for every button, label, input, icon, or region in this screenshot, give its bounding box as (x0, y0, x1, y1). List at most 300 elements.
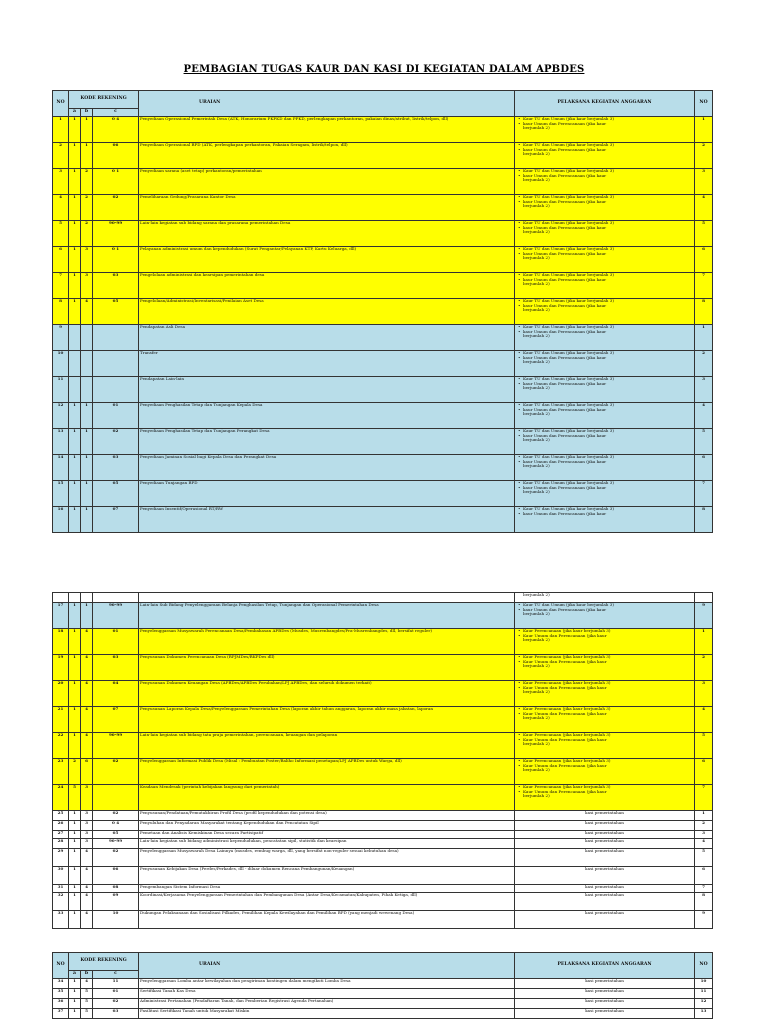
code-a: 5 (69, 785, 81, 811)
code-a: 1 (69, 681, 81, 707)
code-b: 1 (81, 403, 93, 429)
row-number-right: 2 (695, 143, 713, 169)
code-c: 03 (93, 655, 139, 681)
code-b: 5 (81, 989, 93, 999)
continued-text: berjumlah 2) (523, 592, 550, 597)
pelaksana-line: • Kaur TU dan Umum (jika kaur berjumlah 3) (517, 299, 693, 304)
pelaksana-line: • Kaur TU dan Umum (jika kaur berjumlah 3) (517, 455, 693, 460)
row-number-right: 9 (695, 603, 713, 629)
uraian-cell: Koordinasi/Kerjasama Penyelenggaraan Pemerintahan dan Pembangunan Desa (Antar Desa/Kecamatan/Kabupaten, Pihak Ketiga, dll) (139, 893, 515, 911)
code-b: 1 (81, 455, 93, 481)
row-number: 2 (53, 143, 69, 169)
row-number-right: 3 (695, 681, 713, 707)
code-a: 1 (69, 821, 81, 831)
pelaksana-line: • Kaur TU dan Umum (jika kaur berjumlah 3) (517, 481, 693, 486)
uraian-cell: Penyediaan Insentif/Operasional RT/RW (139, 507, 515, 533)
code-a: 1 (69, 911, 81, 929)
row-number: 5 (53, 221, 69, 247)
code-b: 3 (81, 831, 93, 839)
pelaksana-cell (515, 403, 695, 429)
code-a: 1 (69, 867, 81, 885)
code-a: 1 (69, 169, 81, 195)
code-c: 0 4 (93, 821, 139, 831)
code-c: 0 1 (93, 247, 139, 273)
table-row (53, 403, 713, 429)
row-number: 37 (53, 1009, 69, 1019)
code-b: 3 (81, 273, 93, 299)
uraian-cell: Penyusunan Laporan Kepala Desa/Penyelenggaraan Pemerintahan Desa (laporan akhir tahun anggaran, laporan akhir masa jabatan, laporan (139, 707, 515, 733)
code-c: 09 (93, 893, 139, 911)
pelaksana-line: • Kaur Umum dan Perencanaan (jika kaur (517, 738, 693, 743)
pelaksana-cell (515, 169, 695, 195)
pelaksana-cell: kasi pemerintahan (515, 839, 695, 849)
code-b: 6 (81, 759, 93, 785)
table-row (53, 989, 713, 999)
uraian-cell: Penyediaan Jaminan Sosial bagi Kepala Desa dan Perangkat Desa (139, 455, 515, 481)
code-c (93, 785, 139, 811)
row-number-right: 1 (695, 325, 713, 351)
table-row (53, 999, 713, 1009)
table-row (53, 629, 713, 655)
row-number: 1 (53, 117, 69, 143)
code-a: 1 (69, 143, 81, 169)
code-c: 0 1 (93, 169, 139, 195)
uraian-cell: Pendapatan Lain-lain (139, 377, 515, 403)
pelaksana-cell (515, 481, 695, 507)
code-b: 2 (81, 195, 93, 221)
code-a (69, 351, 81, 377)
pelaksana-cell (515, 273, 695, 299)
pelaksana-line: • kaur Umum dan Perencanaan (jika kaur (517, 148, 693, 153)
table-row (53, 655, 713, 681)
uraian-cell: Penyusunan Dokumen Perencanaan Desa (RPJMDes/RKPDes dll) (139, 655, 515, 681)
uraian-cell: Penyelenggaraan Lomba antar kewilayahan dan pengiriman kontingen dalam mengikuti Lomba Desa (139, 979, 515, 989)
pelaksana-cell: kasi pemerintahan (515, 999, 695, 1009)
table-row (53, 221, 713, 247)
code-b (81, 351, 93, 377)
pelaksana-line: • kaur Umum dan Perencanaan (jika kaur (517, 226, 693, 231)
row-number-right: 2 (695, 821, 713, 831)
table-row (53, 707, 713, 733)
pelaksana-line: • kaur Umum dan Perencanaan (jika kaur (517, 486, 693, 491)
code-c: 90-99 (93, 839, 139, 849)
table-row (53, 911, 713, 929)
code-a: 1 (69, 849, 81, 867)
pelaksana-line: • Kaur TU dan Umum (jika kaur berjumlah 3) (517, 325, 693, 330)
code-c: 08 (93, 885, 139, 893)
pelaksana-line: • kaur Umum dan Perencanaan (jika kaur (517, 356, 693, 361)
row-number-right: 3 (695, 377, 713, 403)
code-a: 1 (69, 1009, 81, 1019)
pelaksana-cell: kasi pemerintahan (515, 867, 695, 885)
pelaksana-line: berjumlah 2) (523, 203, 550, 209)
code-b: 4 (81, 849, 93, 867)
code-b (81, 325, 93, 351)
code-a: 1 (69, 629, 81, 655)
code-a: 1 (69, 999, 81, 1009)
pelaksana-line: • kaur Umum dan Perencanaan (jika kaur (517, 278, 693, 283)
code-b: 3 (81, 785, 93, 811)
pelaksana-line: • Kaur Perencanaan (jika kaur berjumlah 3) (517, 759, 693, 764)
uraian-cell: Penyusunan Dokumen Keuangan Desa (APBDes/APBDes Perubahan/LPJ APBDes, dan seluruh dokumen terkait) (139, 681, 515, 707)
code-b: 3 (81, 811, 93, 821)
code-a: 1 (69, 221, 81, 247)
code-b: 3 (81, 247, 93, 273)
pelaksana-line: • kaur Umum dan Perencanaan (jika kaur (517, 122, 693, 127)
row-number-right: 2 (695, 351, 713, 377)
pelaksana-line: • kaur Umum dan Perencanaan (jika kaur (517, 512, 693, 517)
pelaksana-line: • Kaur TU dan Umum (jika kaur berjumlah 3) (517, 403, 693, 408)
row-number-right: 1 (695, 811, 713, 821)
row-number-right: 7 (695, 785, 713, 811)
row-number: 7 (53, 273, 69, 299)
pelaksana-cell (515, 377, 695, 403)
uraian-cell: Fasilitasi Sertifikasi Tanah untuk Masyarakat Miskin (139, 1009, 515, 1019)
row-number-right: 5 (695, 733, 713, 759)
code-c: 90-99 (93, 221, 139, 247)
pelaksana-cell (515, 143, 695, 169)
pelaksana-line: • Kaur Umum dan Perencanaan (jika kaur (517, 660, 693, 665)
code-b: 1 (81, 117, 93, 143)
code-a: 1 (69, 603, 81, 629)
row-number-right: 8 (695, 299, 713, 325)
row-number: 36 (53, 999, 69, 1009)
code-b: 5 (81, 999, 93, 1009)
col-header-uraian: URAIAN (139, 953, 515, 979)
code-b: 1 (81, 603, 93, 629)
row-number: 28 (53, 839, 69, 849)
pelaksana-cell (515, 733, 695, 759)
table-row (53, 247, 713, 273)
pelaksana-line: • Kaur TU dan Umum (jika kaur berjumlah 3) (517, 117, 693, 122)
code-a: 1 (69, 979, 81, 989)
row-number-right: 8 (695, 893, 713, 911)
code-b: 3 (81, 821, 93, 831)
code-b: 4 (81, 707, 93, 733)
pelaksana-line: • Kaur TU dan Umum (jika kaur berjumlah 3) (517, 429, 693, 434)
table-row (53, 481, 713, 507)
pelaksana-line: berjumlah 2) (523, 489, 550, 495)
code-c: 02 (93, 429, 139, 455)
row-number-right: 5 (695, 849, 713, 867)
table-row (53, 893, 713, 911)
pelaksana-line: berjumlah 2) (523, 255, 550, 261)
table-row (53, 377, 713, 403)
row-number: 33 (53, 911, 69, 929)
pelaksana-line: berjumlah 2) (523, 437, 550, 443)
pelaksana-cell (515, 117, 695, 143)
pelaksana-line: • Kaur TU dan Umum (jika kaur berjumlah 3) (517, 247, 693, 252)
code-c: 07 (93, 707, 139, 733)
col-header-c: c (93, 971, 139, 979)
uraian-cell: Dukungan Pelaksanaan dan Sosialisasi Pilkades, Pemilihan Kepala Kewilayahan dan Pemilihan BPD (yang menjadi wewenang Desa) (139, 911, 515, 929)
pelaksana-line: • Kaur TU dan Umum (jika kaur berjumlah 3) (517, 507, 693, 512)
code-a (69, 377, 81, 403)
code-c: 02 (93, 759, 139, 785)
row-number-right: 6 (695, 247, 713, 273)
pelaksana-line: • Kaur Umum dan Perencanaan (jika kaur (517, 712, 693, 717)
uraian-cell: Penyediaan Operasional Pemerintah Desa (ATK, Honorarium PKPKD dan PPKD, perlengkapan perkantoran, pakaian dinas/atribut, listrik/telpon, dll) (139, 117, 515, 143)
pelaksana-cell (515, 603, 695, 629)
row-number-right: 13 (695, 1009, 713, 1019)
uraian-cell: Lain-lain kegiatan sub bidang sarana dan prasarana pemerintahan Desa (139, 221, 515, 247)
uraian-cell: Penyediaan sarana (aset tetap) perkantoran/pemerintahan (139, 169, 515, 195)
row-number: 26 (53, 821, 69, 831)
col-header-a: a (69, 971, 81, 979)
pelaksana-line: berjumlah 2) (523, 663, 550, 669)
table-row (53, 885, 713, 893)
pelaksana-cell (515, 351, 695, 377)
table-row (53, 759, 713, 785)
task-table-1 (52, 90, 712, 533)
row-number: 13 (53, 429, 69, 455)
col-header-b: b (81, 109, 93, 117)
table-row (53, 117, 713, 143)
pelaksana-cell: kasi pemerintahan (515, 1009, 695, 1019)
row-number: 23 (53, 759, 69, 785)
uraian-cell: Lain-lain kegiatan sub bidang tata praja pemerintahan, perencanaan, keuangan dan pelaporan (139, 733, 515, 759)
row-number-right: 5 (695, 429, 713, 455)
row-number: 18 (53, 629, 69, 655)
pelaksana-line: berjumlah 2) (523, 177, 550, 183)
table-row (53, 143, 713, 169)
pelaksana-line: • kaur Umum dan Perencanaan (jika kaur (517, 252, 693, 257)
uraian-cell: Lain-lain Sub Bidang Penyelenggaraan Belanja Penghasilan Tetap, Tunjangan dan Operasional Pemerintahan Desa (139, 603, 515, 629)
table-row (53, 811, 713, 821)
col-header-pelaksana: PELAKSANA KEGIATAN ANGGARAN (515, 91, 695, 117)
col-header-kode: KODE REKENING (69, 953, 139, 971)
table-row (53, 821, 713, 831)
page-title: PEMBAGIAN TUGAS KAUR DAN KASI DI KEGIATAN DALAM APBDES (183, 64, 585, 75)
table-row (53, 867, 713, 885)
code-c: 03 (93, 273, 139, 299)
pelaksana-line: berjumlah 2) (523, 715, 550, 721)
row-number: 35 (53, 989, 69, 999)
pelaksana-line: berjumlah 2) (523, 307, 550, 313)
code-a: 1 (69, 707, 81, 733)
table-row (53, 681, 713, 707)
uraian-cell: Penyusunan/Pendataan/Pemutakhiran Profil Desa (profil kependudukan dan potensi desa) (139, 811, 515, 821)
row-number: 24 (53, 785, 69, 811)
row-number-right: 7 (695, 481, 713, 507)
pelaksana-cell (515, 759, 695, 785)
pelaksana-line: berjumlah 2) (523, 359, 550, 365)
code-b (81, 377, 93, 403)
pelaksana-cell: kasi pemerintahan (515, 811, 695, 821)
code-c (93, 377, 139, 403)
row-number: 34 (53, 979, 69, 989)
pelaksana-cell: kasi pemerintahan (515, 911, 695, 929)
table-row (53, 1009, 713, 1019)
pelaksana-line: • Kaur Umum dan Perencanaan (jika kaur (517, 764, 693, 769)
row-number: 31 (53, 885, 69, 893)
code-a: 1 (69, 989, 81, 999)
pelaksana-cell: kasi pemerintahan (515, 893, 695, 911)
code-a: 1 (69, 811, 81, 821)
code-b: 4 (81, 911, 93, 929)
pelaksana-line: berjumlah 2) (523, 767, 550, 773)
row-number: 3 (53, 169, 69, 195)
table-row (53, 831, 713, 839)
task-table-2 (52, 592, 712, 929)
row-number-right: 6 (695, 455, 713, 481)
table-row (53, 785, 713, 811)
code-b: 4 (81, 979, 93, 989)
pelaksana-line: • Kaur TU dan Umum (jika kaur berjumlah 3) (517, 143, 693, 148)
code-b: 4 (81, 655, 93, 681)
pelaksana-cell (515, 221, 695, 247)
code-b: 4 (81, 885, 93, 893)
row-number-right: 4 (695, 195, 713, 221)
row-number-right: 6 (695, 759, 713, 785)
code-c: 06 (93, 867, 139, 885)
pelaksana-line: • Kaur Perencanaan (jika kaur berjumlah 3) (517, 733, 693, 738)
pelaksana-cell: kasi pemerintahan (515, 821, 695, 831)
pelaksana-line: berjumlah 2) (523, 229, 550, 235)
row-number: 30 (53, 867, 69, 885)
table-row (53, 839, 713, 849)
row-number: 16 (53, 507, 69, 533)
pelaksana-line: • kaur Umum dan Perencanaan (jika kaur (517, 408, 693, 413)
code-a: 1 (69, 885, 81, 893)
code-a: 1 (69, 893, 81, 911)
pelaksana-line: berjumlah 2) (523, 741, 550, 747)
col-header-uraian: URAIAN (139, 91, 515, 117)
row-number: 10 (53, 351, 69, 377)
row-number: 8 (53, 299, 69, 325)
row-number: 9 (53, 325, 69, 351)
code-c: 10 (93, 911, 139, 929)
code-a: 1 (69, 733, 81, 759)
pelaksana-line: • Kaur Perencanaan (jika kaur berjumlah 3) (517, 785, 693, 790)
table-row (53, 849, 713, 867)
uraian-cell: Keadaan Mendesak (perintah kebijakan langsung dari pemerintah) (139, 785, 515, 811)
pelaksana-line: • Kaur TU dan Umum (jika kaur berjumlah 3) (517, 603, 693, 608)
uraian-cell: Penyelenggaraan Musyawarah Perencanaan Desa/Pembahasan APBDes (Musdes, Musrenbangdes/Pra-Musrenbangdes, dll, bersifat reguler) (139, 629, 515, 655)
pelaksana-cell (515, 455, 695, 481)
row-number-right: 8 (695, 507, 713, 533)
code-c: 0 4 (93, 117, 139, 143)
row-number-right: 1 (695, 629, 713, 655)
pelaksana-cell: kasi pemerintahan (515, 979, 695, 989)
uraian-cell: Transfer (139, 351, 515, 377)
code-b: 1 (81, 143, 93, 169)
code-c: 01 (93, 989, 139, 999)
pelaksana-line: • Kaur Perencanaan (jika kaur berjumlah 3) (517, 629, 693, 634)
code-a: 1 (69, 655, 81, 681)
pelaksana-cell (515, 325, 695, 351)
code-c: 04 (93, 681, 139, 707)
code-c: 05 (93, 831, 139, 839)
code-a: 1 (69, 273, 81, 299)
pelaksana-line: berjumlah 2) (523, 689, 550, 695)
pelaksana-line: • Kaur TU dan Umum (jika kaur berjumlah 3) (517, 351, 693, 356)
pelaksana-line: • Kaur Perencanaan (jika kaur berjumlah 3) (517, 655, 693, 660)
pelaksana-cell (515, 681, 695, 707)
code-a: 1 (69, 195, 81, 221)
code-c: 90-99 (93, 733, 139, 759)
uraian-cell: Sertifikasi Tanah Kas Desa (139, 989, 515, 999)
code-a: 1 (69, 299, 81, 325)
table-row (53, 299, 713, 325)
uraian-cell: Penyediaan Penghasilan Tetap dan Tunjangan Kepala Desa (139, 403, 515, 429)
row-number: 11 (53, 377, 69, 403)
code-c: 02 (93, 999, 139, 1009)
code-b: 4 (81, 629, 93, 655)
pelaksana-line: • Kaur TU dan Umum (jika kaur berjumlah 3) (517, 195, 693, 200)
table-row (53, 979, 713, 989)
table-row (53, 273, 713, 299)
pelaksana-line: • kaur Umum dan Perencanaan (jika kaur (517, 200, 693, 205)
pelaksana-line: berjumlah 2) (523, 385, 550, 391)
pelaksana-line: • kaur Umum dan Perencanaan (jika kaur (517, 382, 693, 387)
code-b: 1 (81, 429, 93, 455)
row-number: 21 (53, 707, 69, 733)
row-number: 32 (53, 893, 69, 911)
uraian-cell: Pendapatan Asli Desa (139, 325, 515, 351)
col-header-b: b (81, 971, 93, 979)
row-number: 6 (53, 247, 69, 273)
row-number-right: 10 (695, 979, 713, 989)
code-c: 01 (93, 629, 139, 655)
row-number-right: 6 (695, 867, 713, 885)
pelaksana-line: • kaur Umum dan Perencanaan (jika kaur (517, 174, 693, 179)
pelaksana-line: • Kaur Perencanaan (jika kaur berjumlah 3) (517, 681, 693, 686)
code-a: 2 (69, 759, 81, 785)
table-row (53, 455, 713, 481)
row-number: 27 (53, 831, 69, 839)
row-number-right: 5 (695, 221, 713, 247)
pelaksana-cell (515, 299, 695, 325)
code-c: 03 (93, 1009, 139, 1019)
code-a: 1 (69, 455, 81, 481)
table-row (53, 325, 713, 351)
row-number-right: 9 (695, 911, 713, 929)
code-b: 1 (81, 481, 93, 507)
code-c (93, 351, 139, 377)
code-a (69, 325, 81, 351)
pelaksana-cell (515, 655, 695, 681)
col-header-c: c (93, 109, 139, 117)
uraian-cell: Pemeliharaan Gedung/Prasarana Kantor Desa (139, 195, 515, 221)
pelaksana-cell (515, 785, 695, 811)
table-row (53, 507, 713, 533)
table-row (53, 429, 713, 455)
uraian-cell: Penyuluhan dan Penyadaran Masyarakat tentang Kependudukan dan Pencatatan Sipil (139, 821, 515, 831)
table-row (53, 351, 713, 377)
task-table-4 (52, 952, 712, 1019)
code-c: 11 (93, 979, 139, 989)
code-c: 05 (93, 481, 139, 507)
code-b: 4 (81, 299, 93, 325)
pelaksana-line: • Kaur Perencanaan (jika kaur berjumlah 3) (517, 707, 693, 712)
pelaksana-line: • Kaur Umum dan Perencanaan (jika kaur (517, 686, 693, 691)
uraian-cell: Penyediaan Operasional BPD (ATK, perlengkapan perkantoran, Pakaian Seragam, listrik/telpon, dll) (139, 143, 515, 169)
code-c: 02 (93, 811, 139, 821)
pelaksana-line: berjumlah 2) (523, 281, 550, 287)
pelaksana-cell (515, 707, 695, 733)
pelaksana-line: • kaur Umum dan Perencanaan (jika kaur (517, 330, 693, 335)
row-number: 20 (53, 681, 69, 707)
pelaksana-line: berjumlah 2) (523, 463, 550, 469)
code-a: 1 (69, 839, 81, 849)
pelaksana-line: • kaur Umum dan Perencanaan (jika kaur (517, 608, 693, 613)
pelaksana-line: • kaur Umum dan Perencanaan (jika kaur (517, 460, 693, 465)
pelaksana-line: • Kaur TU dan Umum (jika kaur berjumlah 3) (517, 377, 693, 382)
col-header-no2: NO (695, 91, 713, 117)
code-c: 02 (93, 195, 139, 221)
row-number-right: 7 (695, 273, 713, 299)
